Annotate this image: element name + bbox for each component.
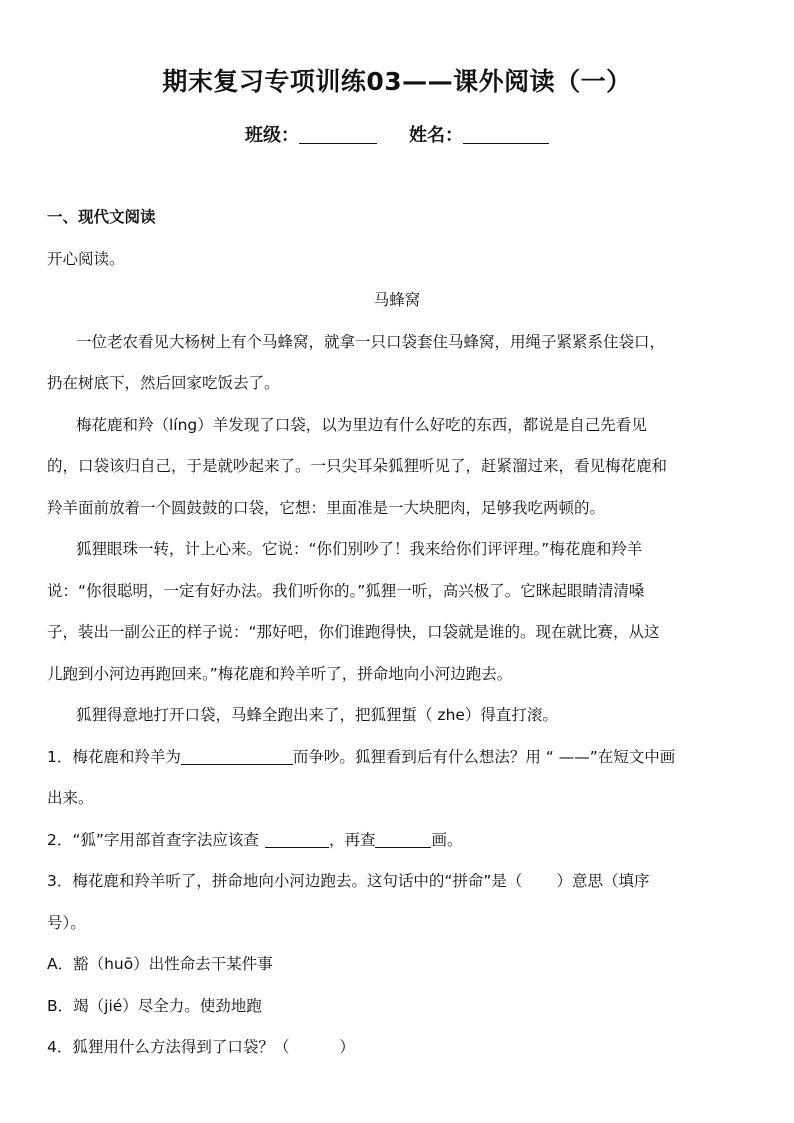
- article-line: 一位老农看见大杨树上有个马蜂窝，就拿一只口袋套住马蜂窝，用绳子紧紧系住袋口，: [76, 333, 666, 351]
- question-1-cont: 出来。: [47, 789, 94, 807]
- answer-blank[interactable]: [181, 748, 293, 765]
- question-3: 3．梅花鹿和羚羊听了，拼命地向小河边跑去。这句话中的“拼命”是（ ）意思（填序: [47, 872, 650, 890]
- question-2: 2．“狐”字用部首查字法应该查 ，再查 画。: [47, 831, 463, 849]
- article-line: 梅花鹿和羚（líng）羊发现了口袋，以为里边有什么好吃的东西，都说是自己先看见: [76, 416, 647, 434]
- option-b: B．竭（jié）尽全力。使劲地跑: [47, 997, 262, 1015]
- article-line: 羚羊面前放着一个圆鼓鼓的口袋，它想：里面准是一大块肥肉，足够我吃两顿的。: [47, 499, 606, 517]
- article-line: 说：“你很聪明，一定有好办法。我们听你的。”狐狸一听，高兴极了。它眯起眼睛清清嗓: [47, 582, 645, 600]
- name-blank[interactable]: [463, 125, 549, 144]
- article-line: 儿跑到小河边再跑回来。”梅花鹿和羚羊听了，拼命地向小河边跑去。: [47, 665, 513, 683]
- page-title: 期末复习专项训练03——课外阅读（一）: [162, 67, 632, 96]
- answer-blank[interactable]: [375, 831, 431, 848]
- answer-blank[interactable]: [265, 831, 329, 848]
- name-label: 姓名：: [409, 125, 463, 146]
- question-3-cont: 号）。: [47, 914, 86, 932]
- section-intro: 开心阅读。: [47, 250, 125, 268]
- option-a: A．豁（huō）出性命去干某件事: [47, 955, 273, 973]
- article-line: 狐狸眼珠一转，计上心来。它说：“你们别吵了！我来给你们评评理。”梅花鹿和羚羊: [76, 540, 643, 558]
- question-1: 1．梅花鹿和羚羊为 而争吵。狐狸看到后有什么想法？用 “ ——”在短文中画: [47, 748, 676, 766]
- article-title: 马蜂窝: [373, 291, 421, 309]
- article-line: 的，口袋该归自己，于是就吵起来了。一只尖耳朵狐狸听见了，赶紧溜过来，看见梅花鹿和: [47, 457, 668, 475]
- article-line: 狐狸得意地打开口袋，马蜂全跑出来了，把狐狸蜇（ zhe）得直打滚。: [76, 706, 558, 724]
- section-heading: 一、现代文阅读: [47, 208, 156, 226]
- article-line: 扔在树底下，然后回家吃饭去了。: [47, 374, 280, 392]
- class-blank[interactable]: [299, 125, 377, 144]
- article-line: 子，装出一副公正的样子说：“那好吧，你们谁跑得快，口袋就是谁的。现在就比赛，从这: [47, 623, 660, 641]
- question-4: 4．狐狸用什么方法得到了口袋？（ ）: [47, 1038, 355, 1056]
- student-info-row: [0, 121, 794, 147]
- class-label: 班级：: [245, 125, 299, 146]
